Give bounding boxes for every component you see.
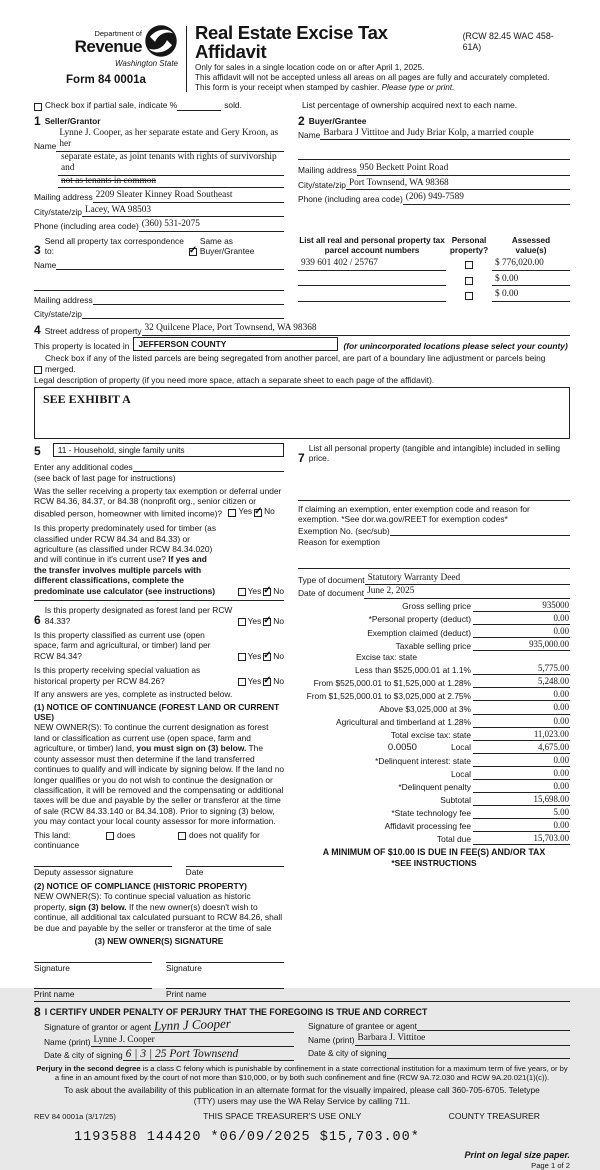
grantee-name-print-label: Name (print) [308,1035,355,1046]
exemption-note: If claiming an exemption, enter exemption code and reason for exemption. *See dor.wa.gov/REET for exemption codes* [298,503,530,524]
does-not-checkbox[interactable] [178,832,186,840]
grantor-date-city-field[interactable]: 6 | 3 | 25 Port Townsend [123,1049,294,1060]
street-address-field[interactable]: 32 Quilcene Place, Port Townsend, WA 98368 [142,323,570,336]
taxable-price-value[interactable]: 935,000.00 [473,639,570,651]
tier2-label: From $525,000.01 to $1,525,000 at 1.28% [313,678,471,689]
section-6: 6 Is this property designated as forest land per RCW 84.33? Yes ✓ No Is this property classified as current use (open space, farm and agricultural, or timber) land per RCW 84.34? Yes ✓ No Is this property receiving special valuation as historical property per RCW 84.26? Yes ✓ No If any answers are yes, complete as instructed below. (1) NOTICE OF CONTINUANCE (FOREST LAND OR CURRENT USE) NEW OWNER(S): To continue the current designation as forest land or classification as current use (open space, farm and agriculture, or timber) land, you must sign on (3) below. The county assessor must then determine if the land transferred continues to qualify and will indicate by signing below. If the land no longer qualifies or you do not wish to continue the designation or classification, it will be removed and the compensating or additional taxes will be due and payable by the seller or transferor at the time of sale (RCW 84.33.140 or 84.34.108). Prior to signing (3) below, you may contact your local county assessor for more information. This land: does does not qualify for continuance Deputy assessor signature Date (2) NOTICE OF COMPLIANCE (HISTORIC PROPERTY) NEW OWNER(S): To continue special valuation as historic property, sign (3) below. If the new owner(s) doesn't wish to continue, all additional tax calculated pursuant to RCW 84.26, shall be due and payable by the seller or transferor at the time of sale (3) NEW OWNER(S) SIGNATURE Signature Signature Print name Print name [34,605,284,999]
s5q1-yes-checkbox[interactable] [228,509,236,517]
parcel-col-header: List all real and personal property tax parcel account numbers [299,235,445,255]
s5q1-no-checkbox[interactable] [254,509,262,517]
legal-description-field[interactable]: SEE EXHIBIT A [34,387,570,439]
legal-paper-note: Print on legal size paper. [464,1149,570,1160]
seller-city-label: City/state/zip [34,206,82,217]
deputy-date-field[interactable] [186,856,284,867]
delinquent-penalty-label: *Delinquent penalty [398,782,471,793]
buyer-name-line2[interactable] [298,149,570,160]
section-7-number: 7 [298,450,305,465]
personal-property-checkbox-3[interactable] [465,292,473,300]
partial-sale-row [34,100,242,111]
date-of-document-field[interactable]: June 2, 2025 [364,586,570,599]
section6-question-2: Is this property classified as current use (open space, farm and agricultural, or timber) land per RCW 84.34? Yes ✓ No [34,630,284,661]
header-divider [186,26,187,92]
seller-mailing-label: Mailing address [34,192,93,203]
tax-computation [298,600,570,868]
form-header [34,24,570,94]
total-due-label: Total due [437,834,471,845]
does-checkbox[interactable] [106,832,114,840]
seller-name-label: Name [34,141,57,152]
seller-phone-field[interactable]: (360) 531-2075 [139,219,284,232]
section-4-property [34,323,570,438]
washington-state-label: Washington State [114,59,178,69]
continuance-label: continuance [34,840,80,851]
type-of-document-label: Type of document [298,574,365,585]
county-treasurer-label: COUNTY TREASURER [448,1111,540,1122]
section-5 [34,443,284,596]
parcel-number-field-3[interactable] [298,291,446,302]
new-owner-printname-field-1[interactable] [34,978,152,989]
grantee-name-print-field[interactable]: Barbara J. Vittitoe [355,1033,570,1046]
buyer-city-field[interactable]: Port Townsend, WA 98368 [346,178,570,191]
grantor-date-city-label: Date & city of signing [44,1050,123,1061]
treasurer-space-label: THIS SPACE TREASURER'S USE ONLY [203,1111,362,1122]
tier3-value[interactable]: 0.00 [473,689,570,701]
local-rate: 0.0050 [387,741,417,753]
dor-logo [34,24,186,94]
print-name-label-1: Print name [34,988,75,999]
parcel-number-field-1[interactable]: 939 601 402 / 25767 [298,258,446,271]
additional-codes-field[interactable] [133,461,284,472]
delinquent-penalty-value[interactable]: 0.00 [473,781,570,793]
signature-label-1: Signature [34,963,70,974]
type-of-document-field[interactable]: Statutory Warranty Deed [365,573,570,586]
buyer-phone-label: Phone (including area code) [298,194,403,205]
tier4-value[interactable]: 0.00 [473,702,570,714]
agricultural-label: Agricultural and timberland at 1.28% [335,717,471,728]
s6q3-no-checkbox[interactable] [263,678,271,686]
header-note-3: This form is your receipt when stamped by cashier. Please type or print. [195,83,455,93]
page-number: Page 1 of 2 [531,1160,570,1170]
parcel-row-1 [298,258,570,271]
parcel-row-2 [298,274,570,287]
personal-deduct-label: *Personal property (deduct) [368,614,471,625]
dor-swirl-icon [144,24,178,60]
section6-question-3: Is this property receiving special valuation as historical property per RCW 84.26? Yes ✓ No [34,665,284,686]
exemption-deduct-value[interactable]: 0.00 [473,626,570,638]
revenue-label: Revenue [74,36,142,56]
signature-label-2: Signature [166,963,202,974]
page-title: Real Estate Excise Tax Affidavit [195,22,388,62]
grantor-name-print-field[interactable]: Lynne J. Cooper [91,1035,294,1048]
date-of-document-label: Date of document [298,588,365,599]
section-2-title: Buyer/Grantee [308,116,367,127]
buyer-mailing-label: Mailing address [298,165,357,176]
perjury-note: Perjury in the second degree is a class C felony which is punishable by confinement in a state correctional institution for a maximum term of five years, or by a fine in an amount fixed by the court of not more than $10,000, or by both such confinement and fine (RCW 9A.72.030 and RCW 9A.20.021(1)(c)). [36,1063,568,1083]
section-2-buyer [298,115,570,232]
see-back-note: (see back of last page for instructions) [34,473,176,484]
grantee-date-city-field[interactable] [387,1048,570,1059]
county-note: (for unincorporated locations please select your county) [343,341,568,351]
legal-description-label: Legal description of property (if you need more space, attach a separate sheet to each page of the affidavit). [34,375,435,386]
tier1-value[interactable]: 5,775.00 [473,663,570,675]
ownership-note: List percentage of ownership acquired next to each name. [302,99,518,110]
located-in-label: This property is located in [34,341,130,351]
buyer-name-field[interactable]: Barbara J Vittitoe and Judy Briar Kolp, a married couple [320,128,570,141]
delinquent-interest-local-label: Local [450,769,471,780]
correspondence-name-field[interactable] [56,259,284,270]
notice-continuance-body: NEW OWNER(S): To continue the current designation as forest land or classification as current use (open space, farm and agriculture, or timber) land, you must sign on (3) below. The county assessor must then determine if the land transferred continues to qualify and will indicate by signing below. If the land no longer qualifies or you do not wish to continue the designation or classification, it will be removed and the compensating or additional taxes will be due and payable by the seller or transferor at the time of sale (RCW 84.33.140 or 84.34.108). Prior to signing (3) below, you may contact your local county assessor for more information. [34,722,285,827]
same-as-buyer-label: Same as Buyer/Grantee [199,235,255,257]
grantee-signature-label: Signature of grantee or agent [308,1020,417,1031]
title-block [195,24,570,94]
correspondence-name-label: Name [34,260,57,271]
seller-name-line1[interactable]: Lynne J. Cooper, as her separate estate and Gery Kroon, as her [56,128,284,152]
seller-phone-label: Phone (including area code) [34,221,139,232]
total-due-value[interactable]: 15,703.00 [473,833,570,845]
land-qualify-row: This land: does does not qualify for [34,829,260,840]
grantor-name-print-label: Name (print) [44,1036,91,1047]
section-1-number: 1 [34,113,41,128]
state-tech-fee-value[interactable]: 5.00 [473,807,570,819]
partial-sale-percent-field[interactable] [177,100,221,111]
personal-property-checkbox-2[interactable] [465,277,473,285]
seller-mailing-field[interactable]: 2209 Sleater Kinney Road Southeast [93,190,284,203]
notice-compliance-title: (2) NOTICE OF COMPLIANCE (HISTORIC PROPERTY) [34,880,247,891]
exemption-no-field[interactable] [390,525,570,536]
total-state-value[interactable]: 11,023.00 [473,729,570,741]
assessed-value-field-3[interactable]: $ 0.00 [492,289,570,302]
processing-fee-label: Affidavit processing fee [384,821,471,832]
s6q1-no-checkbox[interactable] [263,618,271,626]
s5q2-yes-checkbox[interactable] [238,588,246,596]
tier4-label: Above $3,025,000 at 3% [379,704,471,715]
section-1-seller [34,115,284,232]
minimum-due-note: A MINIMUM OF $10.00 IS DUE IN FEE(S) AND/OR TAX [322,846,546,857]
excise-tax-header: Excise tax: state [356,651,417,662]
grantor-signature-label: Signature of grantor or agent [44,1022,152,1033]
buyer-phone-field[interactable]: (206) 949-7589 [403,192,570,205]
treasurer-stamp: 1193588 144420 *06/09/2025 $15,703.00* [74,1129,420,1145]
assessed-value-field-2[interactable]: $ 0.00 [492,274,570,287]
section5-question-1: Was the seller receiving a property tax exemption or deferral under RCW 84.36, 84.37, or 84.38 (nonprofit org., senior citizen or disabled person, homeowner with limited income)? Yes ✓ No [34,486,284,520]
partial-sale-label: Check box if partial sale, indicate % [45,100,178,111]
local-rate-row: 0.0050 Local [387,741,471,753]
delinquent-interest-state-label: *Delinquent interest: state [375,756,471,767]
section-6-number: 6 [34,613,41,628]
processing-fee-value[interactable]: 0.00 [473,820,570,832]
county-select[interactable]: JEFFERSON COUNTY [133,337,338,351]
personal-property-checkbox-1[interactable] [465,261,473,269]
section-3-correspondence [34,236,284,320]
section-2-number: 2 [298,113,305,128]
section-4-number: 4 [34,323,41,337]
section5-question-2: Is this property predominately used for timber (as classified under RCW 84.34 and 84.33) or agriculture (as classified under RCW 84.34.020) and will continue in it's current use? If yes and the transfer involves multiple parcels with different classifications, complete the predominate use calculator (see instructions) Yes ✓ No [34,523,284,596]
sold-label: sold. [224,100,242,111]
alt-format-note: To ask about the availability of this publication in an alternate format for the visually impaired, please call 360-705-6705. Teletype (TTY) users may use the WA Relay Service by calling 711. [64,1085,540,1106]
s6q1-yes-checkbox[interactable] [238,618,246,626]
exemption-no-label: Exemption No. (sec/sub) [298,525,390,536]
form-number: Form 84 0001a [66,74,146,87]
delinquent-interest-local-value[interactable]: 0.00 [473,768,570,780]
segregated-label: Check box if any of the listed parcels are being segregated from another parcel, are part of a boundary line adjustment or parcels being merged. [45,353,546,374]
new-owner-signature-field-2[interactable] [166,952,284,963]
deputy-assessor-signature-field[interactable] [34,856,172,867]
segregated-checkbox[interactable] [34,366,42,374]
same-as-buyer-checkbox[interactable] [189,248,197,256]
seller-name-line2[interactable]: separate estate, as joint tenants with rights of survivorship and [58,152,284,176]
gross-price-label: Gross selling price [402,601,471,612]
section-7-label: List all personal property (tangible and intangible) included in selling price. [308,442,561,464]
header-note-1: Only for sales in a single location code on or after April 1, 2025. [195,63,425,72]
partial-sale-checkbox[interactable] [34,103,42,111]
parcel-row-3 [298,289,570,302]
gross-price-value[interactable]: 935000 [473,600,570,612]
seller-name-line3[interactable]: not as tenants in common [58,176,284,189]
rev-number: REV 84 0001a (3/17/25) [34,1112,116,1122]
buyer-city-label: City/state/zip [298,179,346,190]
correspondence-city-label: City/state/zip [34,309,82,320]
total-state-label: Total excise tax: state [390,730,471,741]
section-8-certification [34,1006,570,1060]
notice-continuance-title: (1) NOTICE OF CONTINUANCE (FOREST LAND OR CURRENT USE) [34,701,280,722]
section-5-number: 5 [34,444,41,459]
agricultural-value[interactable]: 0.00 [473,716,570,728]
subtotal-label: Subtotal [440,795,471,806]
street-address-label: Street address of property [44,325,142,336]
section-1-title: Seller/Grantor [44,116,101,127]
personal-property-list-field[interactable] [298,490,570,501]
grantee-date-city-label: Date & city of signing [308,1048,387,1059]
tier2-value[interactable]: 5,248.00 [473,676,570,688]
local-tax-value[interactable]: 4,675.00 [473,742,570,754]
parcel-table [298,236,570,320]
section-3-number: 3 [34,243,41,258]
see-instructions-note: *SEE INSTRUCTIONS [391,857,477,868]
additional-codes-label: Enter any additional codes [34,461,133,472]
reason-exemption-label: Reason for exemption [298,537,380,548]
if-yes-note: If any answers are yes, complete as instructed below. [34,689,233,700]
this-land-label: This land: [34,829,71,840]
s5q2-no-checkbox[interactable] [263,588,271,596]
correspondence-mailing-label: Mailing address [34,295,93,306]
grantee-signature-field[interactable] [417,1020,570,1031]
correspondence-mailing-field[interactable] [93,294,284,305]
correspondence-extra-line[interactable] [34,280,284,291]
section-7 [298,443,570,599]
land-use-code-field[interactable]: 11 - Household, single family units [53,443,284,457]
s6q3-yes-checkbox[interactable] [238,678,246,686]
new-owner-printname-field-2[interactable] [166,978,284,989]
section-8-number: 8 [34,1005,41,1020]
grantor-signature-field[interactable]: Lynn J Cooper [151,1020,294,1032]
notice-compliance-body: NEW OWNER(S): To continue special valuation as historic property, sign (3) below. If the new owner(s) doesn't wish to continue, all additional tax calculated pursuant to RCW 84.26, shall be due and payable by the seller or transferor at the time of sale [34,891,283,933]
new-owner-signature-field-1[interactable] [34,952,152,963]
rcw-reference: (RCW 82.45 WAC 458-61A) [462,31,554,52]
deputy-date-label: Date [185,867,204,878]
buyer-name-label: Name [298,129,321,140]
new-owner-signature-title: (3) NEW OWNER(S) SIGNATURE [94,935,224,946]
department-of-label: Department of [94,29,142,39]
correspondence-city-field[interactable] [82,308,284,319]
deputy-assessor-label: Deputy assessor signature [34,867,134,878]
personal-property-col-header: Personal property? [449,235,489,255]
assessed-value-col-header: Assessed value(s) [511,235,551,255]
state-tech-fee-label: *State technology fee [391,808,471,819]
section6-question-1: Is this property designated as forest land per RCW 84.33? [44,605,233,626]
subtotal-value[interactable]: 15,698.00 [473,794,570,806]
personal-deduct-value[interactable]: 0.00 [473,613,570,625]
print-name-label-2: Print name [166,988,207,999]
delinquent-interest-state-value[interactable]: 0.00 [473,755,570,767]
section-3-label: Send all property tax correspondence to: [44,235,184,257]
seller-city-field[interactable]: Lacey, WA 98503 [82,205,284,218]
tier3-label: From $1,525,000.01 to $3,025,000 at 2.75% [306,691,471,702]
header-note-2: This affidavit will not be accepted unless all areas on all pages are fully and accurately completed. [195,73,550,83]
assessed-value-field-1[interactable]: $ 776,020.00 [492,258,570,271]
certify-statement: I CERTIFY UNDER PENALTY OF PERJURY THAT THE FOREGOING IS TRUE AND CORRECT [44,1007,428,1018]
tier1-label: Less than $525,000.01 at 1.1% [355,664,471,675]
taxable-price-label: Taxable selling price [395,640,471,651]
s6q2-yes-checkbox[interactable] [238,653,246,661]
buyer-mailing-field[interactable]: 950 Beckett Point Road [357,163,570,176]
parcel-number-field-2[interactable] [298,275,446,286]
exemption-deduct-label: Exemption claimed (deduct) [367,627,471,638]
s6q2-no-checkbox[interactable] [263,653,271,661]
